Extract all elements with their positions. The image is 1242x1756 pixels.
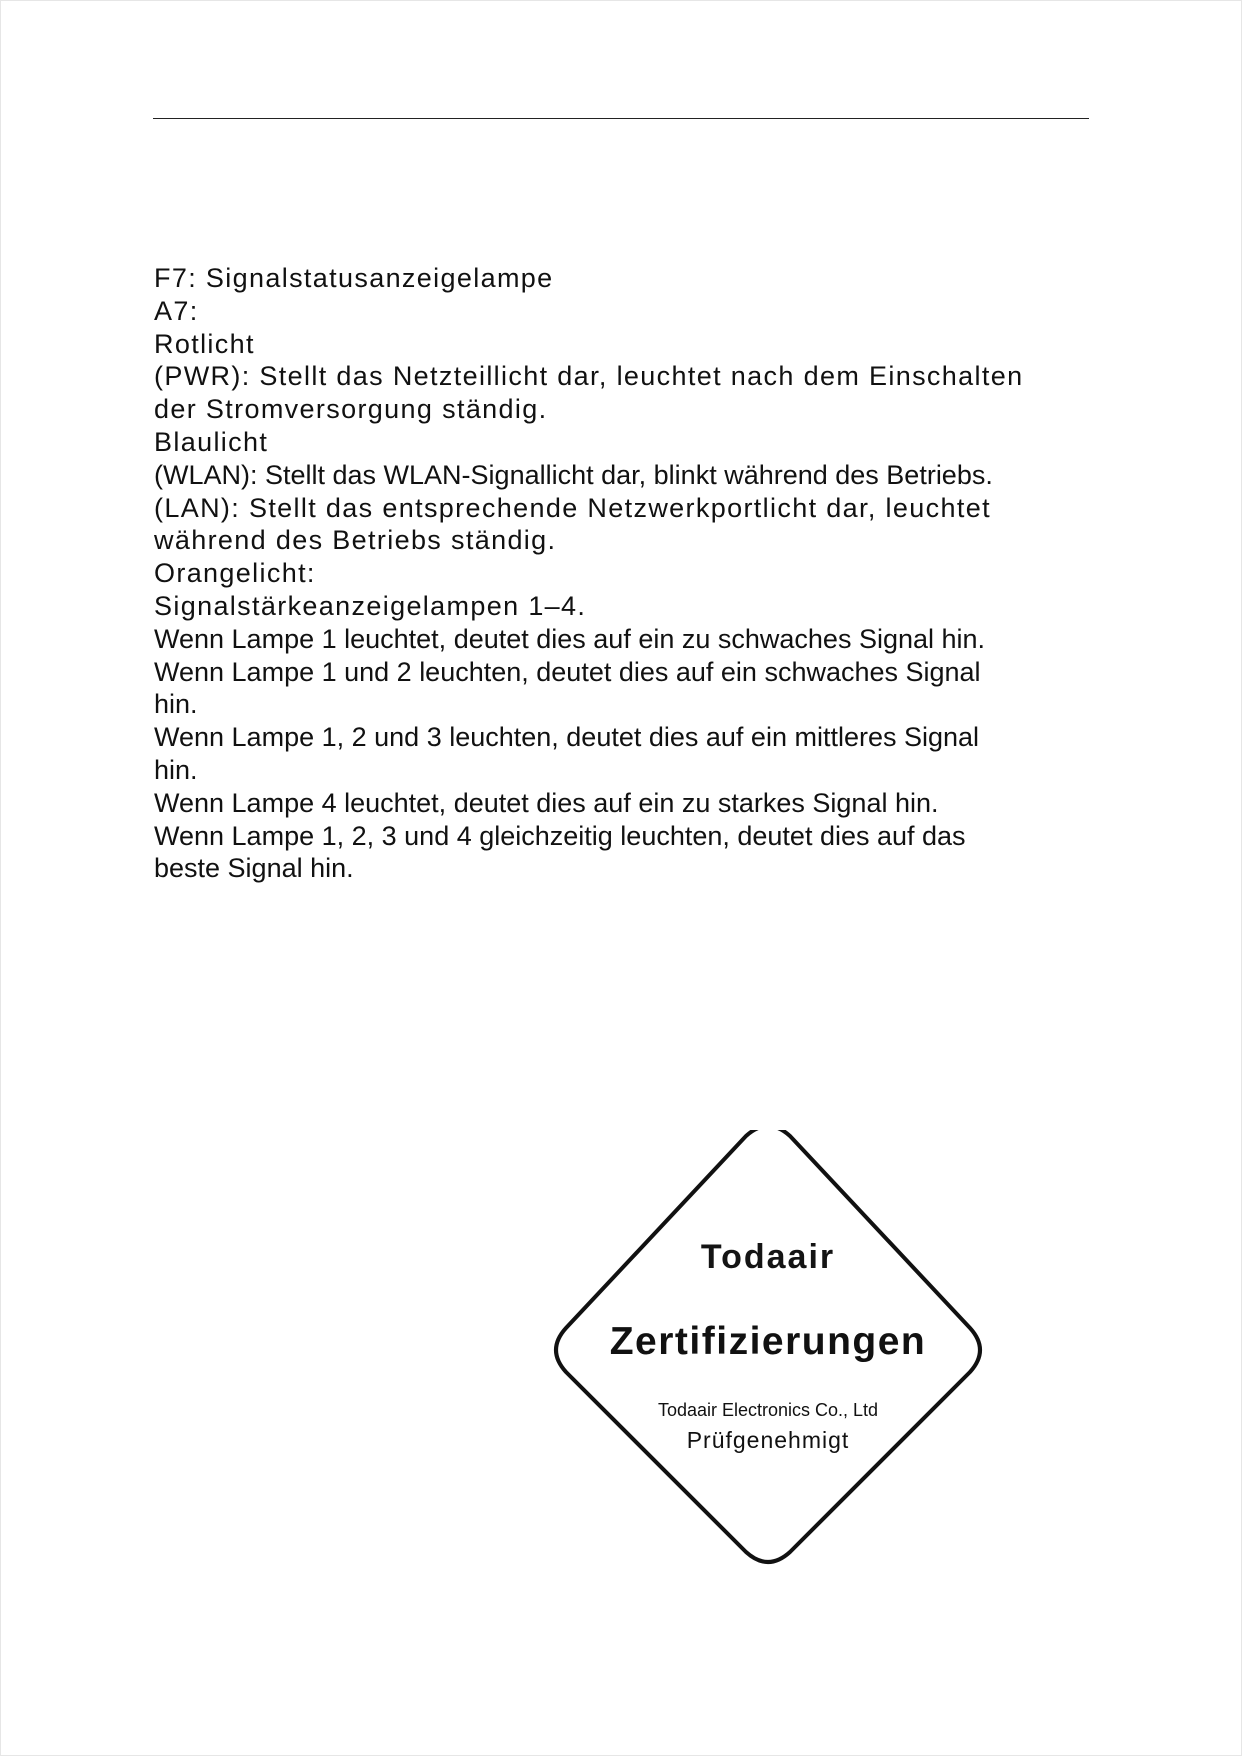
text-line: Wenn Lampe 1, 2, 3 und 4 gleichzeitig leuchten, deutet dies auf das: [154, 820, 966, 851]
text-line: Orangelicht:: [154, 558, 316, 589]
text-line: A7:: [154, 295, 199, 326]
text-line: Rotlicht: [154, 328, 255, 359]
text-line: Wenn Lampe 1 und 2 leuchten, deutet dies auf ein schwaches Signal: [154, 656, 981, 687]
text-line: hin.: [154, 689, 198, 720]
seal-title: Zertifizierungen: [609, 1320, 927, 1363]
text-line: hin.: [154, 754, 198, 785]
text-line: Wenn Lampe 1, 2 und 3 leuchten, deutet dies auf ein mittleres Signal: [154, 722, 980, 753]
body-text: [154, 262, 1094, 885]
seal-brand-logo: Todaair: [700, 1238, 836, 1276]
header-rule: [153, 118, 1089, 119]
text-line: (WLAN): Stellt das WLAN-Signallicht dar, blinkt während des Betriebs.: [154, 459, 993, 490]
text-line: beste Signal hin.: [154, 853, 354, 884]
seal-company: Todaair Electronics Co., Ltd: [657, 1400, 879, 1420]
text-line: Signalstärkeanzeigelampen 1–4.: [154, 590, 587, 621]
text-line: Wenn Lampe 4 leuchtet, deutet dies auf ein zu starkes Signal hin.: [154, 787, 939, 818]
text-line: Blaulicht: [154, 426, 269, 457]
text-line: Wenn Lampe 1 leuchtet, deutet dies auf ein zu schwaches Signal hin.: [154, 623, 986, 654]
text-line: (PWR): Stellt das Netzteillicht dar, leuchtet nach dem Einschalten: [154, 361, 1024, 392]
text-line: (LAN): Stellt das entsprechende Netzwerkportlicht dar, leuchtet: [154, 492, 991, 523]
certification-seal: [548, 1130, 988, 1570]
text-line: der Stromversorgung ständig.: [154, 394, 548, 425]
seal-approval: Prüfgenehmigt: [686, 1427, 850, 1453]
text-line: F7: Signalstatusanzeigelampe: [154, 263, 554, 293]
text-line: während des Betriebs ständig.: [154, 525, 557, 556]
